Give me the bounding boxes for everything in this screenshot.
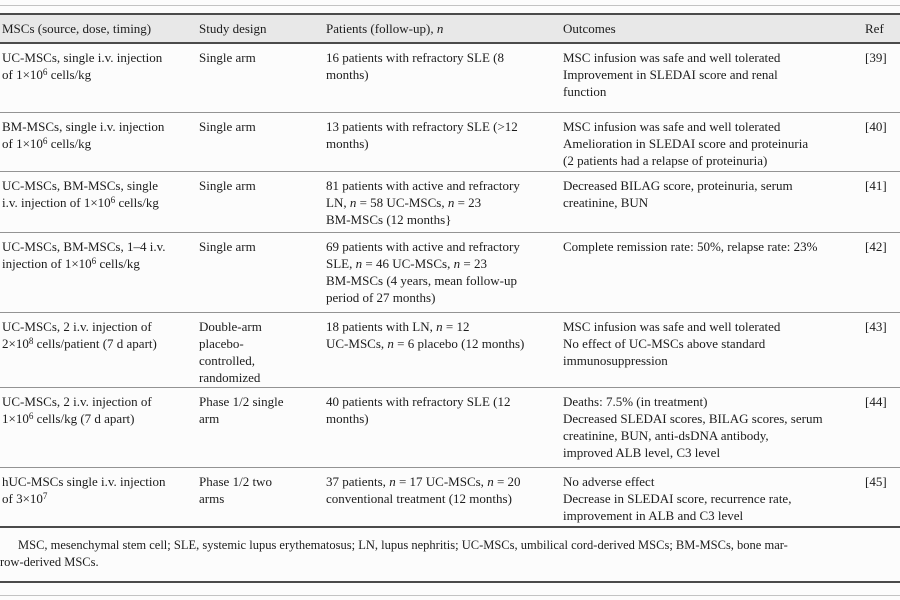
cell-text-line: months)	[326, 411, 369, 426]
cell-outcomes	[561, 468, 863, 526]
column-header-outcomes: Outcomes	[563, 20, 616, 36]
cell-text-line: 37 patients, n = 17 UC-MSCs, n = 20	[326, 474, 521, 489]
column-header-design: Study design	[199, 20, 267, 36]
cell-text-line: Single arm	[199, 50, 256, 65]
cell-text-line: creatinine, BUN, anti-dsDNA antibody,	[563, 428, 769, 443]
cell-patients	[324, 113, 561, 171]
cell-text-line: [45]	[865, 474, 887, 489]
cell-text-line: placebo-	[199, 336, 244, 351]
cell-outcomes	[561, 313, 863, 387]
cell-mscs	[0, 233, 197, 312]
cell-text-line: [39]	[865, 50, 887, 65]
cell-mscs	[0, 172, 197, 232]
table-row	[0, 313, 900, 388]
cell-text-line: Double-arm	[199, 319, 262, 334]
cell-ref	[863, 313, 900, 387]
cell-design	[197, 313, 324, 387]
cell-text-line: Complete remission rate: 50%, relapse rate: 23%	[563, 239, 818, 254]
cell-ref	[863, 44, 900, 112]
table-row	[0, 113, 900, 172]
cell-text-line: Single arm	[199, 178, 256, 193]
column-header-patients: Patients (follow-up), n	[326, 20, 444, 36]
table-row	[0, 172, 900, 233]
cell-text-line: Phase 1/2 single	[199, 394, 284, 409]
footnote-line: row-derived MSCs.	[0, 554, 99, 569]
cell-text-line: i.v. injection of $1\times 10^6$ cells/kg	[2, 194, 159, 210]
cell-design	[197, 172, 324, 232]
cell-ref	[863, 172, 900, 232]
cell-text-line: Amelioration in SLEDAI score and proteinuria	[563, 136, 809, 151]
cell-text-line: immunosuppression	[563, 353, 668, 368]
cell-text-line: of $3\times 10^7$	[2, 490, 48, 506]
cell-text-line: UC-MSCs, n = 6 placebo (12 months)	[326, 336, 525, 351]
cell-text-line: hUC-MSCs single i.v. injection	[2, 474, 166, 489]
cell-outcomes	[561, 113, 863, 171]
cell-design	[197, 44, 324, 112]
cell-outcomes	[561, 172, 863, 232]
cell-design	[197, 388, 324, 467]
cell-design	[197, 468, 324, 526]
cell-patients	[324, 468, 561, 526]
cell-text-line: arms	[199, 491, 225, 506]
cell-patients	[324, 44, 561, 112]
cell-text-line: [43]	[865, 319, 887, 334]
cell-text-line: improvement in ALB and C3 level	[563, 508, 744, 523]
cell-text-line: No adverse effect	[563, 474, 655, 489]
cell-text-line: UC-MSCs, 2 i.v. injection of	[2, 319, 152, 334]
column-header-mscs: MSCs (source, dose, timing)	[2, 20, 152, 36]
cell-text-line: 69 patients with active and refractory	[326, 239, 520, 254]
cell-mscs	[0, 388, 197, 467]
table-header-row	[0, 13, 900, 44]
cell-text-line: Decreased SLEDAI scores, BILAG scores, serum	[563, 411, 823, 426]
cell-text-line: function	[563, 84, 607, 99]
cell-text-line: UC-MSCs, 2 i.v. injection of	[2, 394, 152, 409]
cell-text-line: of $1\times 10^6$ cells/kg	[2, 66, 92, 82]
cell-patients	[324, 313, 561, 387]
cell-text-line: Improvement in SLEDAI score and renal	[563, 67, 778, 82]
cell-text-line: arm	[199, 411, 220, 426]
cell-text-line: Single arm	[199, 239, 256, 254]
cell-text-line: UC-MSCs, BM-MSCs, single	[2, 178, 159, 193]
cell-text-line: MSC infusion was safe and well tolerated	[563, 50, 781, 65]
cell-text-line: randomized	[199, 370, 261, 385]
cell-mscs	[0, 468, 197, 526]
cell-text-line: injection of $1\times 10^6$ cells/kg	[2, 255, 140, 271]
cell-text-line: MSC infusion was safe and well tolerated	[563, 319, 781, 334]
cell-outcomes	[561, 44, 863, 112]
cell-patients	[324, 233, 561, 312]
table-row	[0, 233, 900, 313]
cell-text-line: BM-MSCs (4 years, mean follow-up	[326, 273, 518, 288]
cell-text-line: conventional treatment (12 months)	[326, 491, 512, 506]
cell-outcomes	[561, 388, 863, 467]
cell-text-line: of $1\times 10^6$ cells/kg	[2, 135, 92, 151]
cell-text-line: improved ALB level, C3 level	[563, 445, 721, 460]
column-header-ref: Ref	[865, 20, 884, 36]
cell-text-line: Single arm	[199, 119, 256, 134]
cell-text-line: 81 patients with active and refractory	[326, 178, 520, 193]
cell-ref	[863, 113, 900, 171]
cell-text-line: Decrease in SLEDAI score, recurrence rate,	[563, 491, 792, 506]
table-row	[0, 388, 900, 468]
cell-text-line: BM-MSCs, single i.v. injection	[2, 119, 165, 134]
cell-text-line: creatinine, BUN	[563, 195, 649, 210]
cell-outcomes	[561, 233, 863, 312]
cell-text-line: Phase 1/2 two	[199, 474, 272, 489]
cell-ref	[863, 468, 900, 526]
cell-text-line: 18 patients with LN, n = 12	[326, 319, 470, 334]
cell-text-line: [40]	[865, 119, 887, 134]
cell-text-line: 40 patients with refractory SLE (12	[326, 394, 511, 409]
cell-text-line: SLE, n = 46 UC-MSCs, n = 23	[326, 256, 487, 271]
cell-text-line: LN, n = 58 UC-MSCs, n = 23	[326, 195, 482, 210]
cell-text-line: BM-MSCs (12 months}	[326, 212, 452, 227]
cell-mscs	[0, 44, 197, 112]
cell-patients	[324, 172, 561, 232]
table-body	[0, 44, 900, 526]
cell-ref	[863, 388, 900, 467]
table-top-outer-rule	[0, 5, 900, 6]
cell-text-line: UC-MSCs, single i.v. injection	[2, 50, 163, 65]
cell-text-line: [41]	[865, 178, 887, 193]
cell-text-line: Deaths: 7.5% (in treatment)	[563, 394, 708, 409]
cell-patients	[324, 388, 561, 467]
cell-ref	[863, 233, 900, 312]
cell-design	[197, 113, 324, 171]
cell-design	[197, 233, 324, 312]
cell-text-line: (2 patients had a relapse of proteinuria)	[563, 153, 768, 168]
cell-text-line: controlled,	[199, 353, 255, 368]
table-row	[0, 468, 900, 526]
cell-text-line: months)	[326, 136, 369, 151]
table-bottom-outer-rule	[0, 595, 900, 596]
table-row	[0, 44, 900, 113]
cell-text-line: period of 27 months)	[326, 290, 436, 305]
cell-mscs	[0, 113, 197, 171]
cell-text-line: 16 patients with refractory SLE (8	[326, 50, 504, 65]
cell-text-line: Decreased BILAG score, proteinuria, serum	[563, 178, 793, 193]
cell-text-line: No effect of UC-MSCs above standard	[563, 336, 766, 351]
cell-text-line: [44]	[865, 394, 887, 409]
cell-text-line: $2\times 10^8$ cells/patient (7 d apart)	[2, 335, 157, 351]
cell-text-line: $1\times 10^6$ cells/kg (7 d apart)	[2, 410, 135, 426]
cell-mscs	[0, 313, 197, 387]
cell-text-line: UC-MSCs, BM-MSCs, 1–4 i.v.	[2, 239, 166, 254]
footnote-line: MSC, mesenchymal stem cell; SLE, systemic lupus erythematosus; LN, lupus nephritis; UC-MSCs, umbilical cord-derived MSCs; BM-MSCs, bone mar-	[18, 538, 788, 552]
cell-text-line: [42]	[865, 239, 887, 254]
cell-text-line: MSC infusion was safe and well tolerated	[563, 119, 781, 134]
cell-text-line: 13 patients with refractory SLE (>12	[326, 119, 518, 134]
table-footnote	[0, 526, 900, 583]
cell-text-line: months)	[326, 67, 369, 82]
